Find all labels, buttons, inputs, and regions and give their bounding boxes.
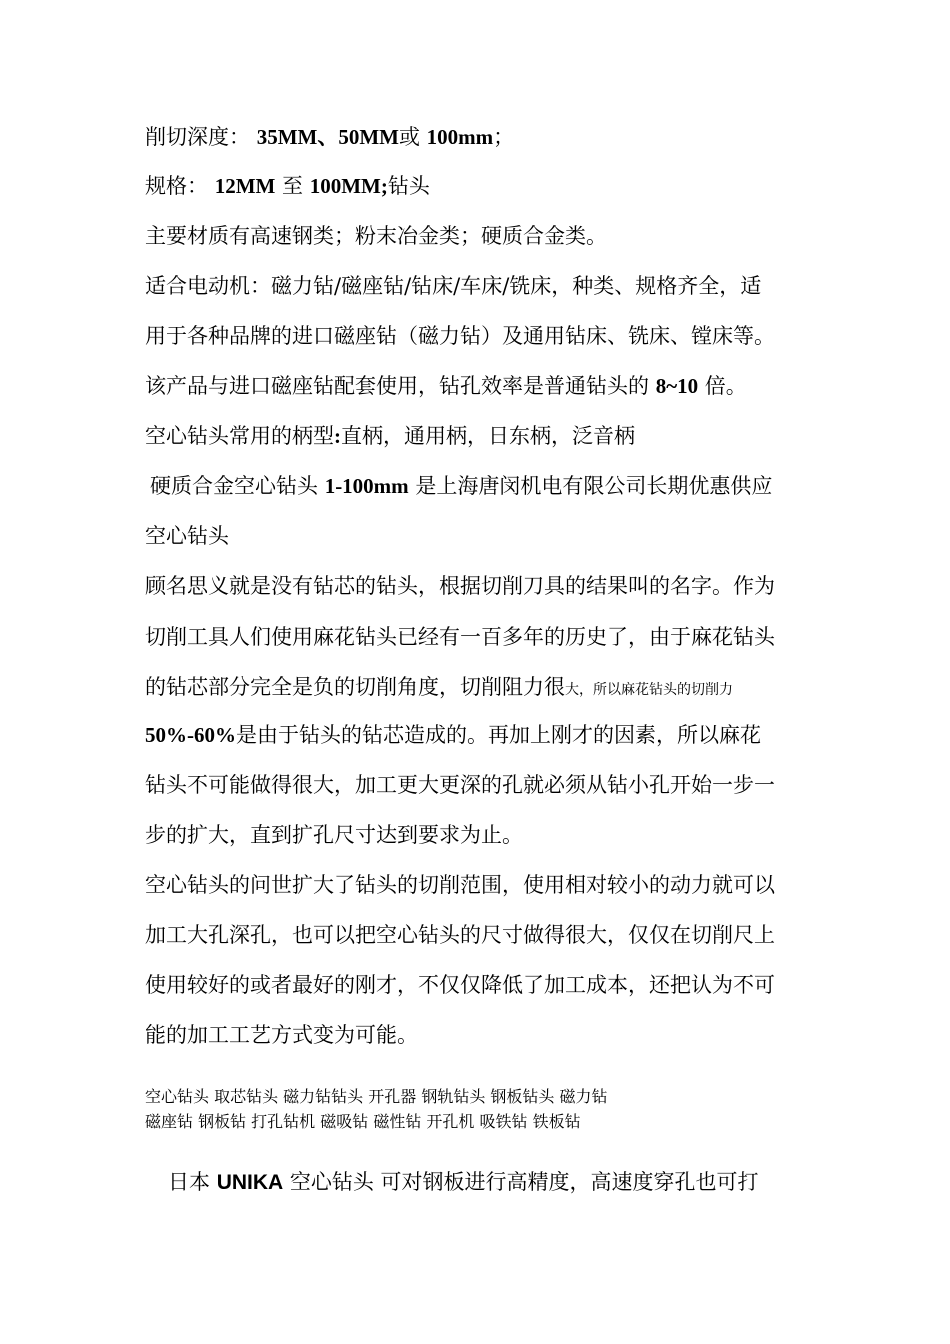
body-line: 步的扩大，直到扩孔尺寸达到要求为止。	[145, 823, 523, 847]
body-line: 使用较好的或者最好的刚才，不仅仅降低了加工成本，还把认为不可	[145, 973, 775, 997]
text-bold: 50%-60%	[145, 723, 236, 747]
text: 倍。	[704, 374, 747, 398]
text: 日本	[168, 1170, 210, 1194]
text: 是由于钻头的钻芯造成的。再加上刚才的因素，所以麻花	[236, 723, 761, 747]
text: 是上海唐闵机电有限公司长期优惠供应	[415, 474, 773, 498]
body-line: 能的加工工艺方式变为可能。	[145, 1023, 418, 1047]
cutting-depth-line	[145, 127, 514, 148]
keyword-tags-row: 空心钻头 取芯钻头 磁力钻钻头 开孔器 钢轨钻头 钢板钻头 磁力钻	[145, 1087, 608, 1106]
keyword-tags-row: 磁座钻 钢板钻 打孔钻机 磁吸钻 磁性钻 开孔机 吸铁钻 铁板钻	[145, 1112, 581, 1131]
text-bold: UNIKA	[216, 1171, 284, 1194]
text-bold: 100mm	[426, 125, 494, 149]
motor-line: 适合电动机：磁力钻/磁座钻/钻床/车床/铣床，种类、规格齐全，适	[145, 274, 762, 298]
text: 或	[398, 125, 420, 149]
motor-line-2: 用于各种品牌的进口磁座钻（磁力钻）及通用钻床、铣床、镗床等。	[145, 324, 775, 348]
body-line	[145, 725, 761, 746]
text-bold: 1-100mm	[324, 474, 409, 498]
text-bold: 12MM	[214, 174, 276, 198]
text-bold: 35MM、50MM	[256, 125, 399, 149]
body-line: 空心钻头的问世扩大了钻头的切削范围，使用相对较小的动力就可以	[145, 873, 775, 897]
text: 钻头	[387, 174, 430, 198]
body-line: 钻头不可能做得很大，加工更大更深的孔就必须从钻小孔开始一步一	[145, 773, 775, 797]
text-small: 大，所以麻花钻头的切削力	[565, 682, 733, 698]
text: 直柄，通用柄，日东柄，泛音柄	[341, 424, 635, 448]
text: ；	[493, 125, 515, 149]
section-heading: 空心钻头	[145, 524, 229, 548]
text: 削切深度：	[145, 125, 250, 149]
text: 规格：	[145, 174, 208, 198]
text-bold: 8~10	[655, 374, 699, 398]
body-line: 顾名思义就是没有钻芯的钻头，根据切削刀具的结果叫的名字。作为	[145, 574, 775, 598]
text: 至	[282, 174, 304, 198]
unika-line	[168, 1172, 759, 1193]
text-bold: 100MM;	[309, 174, 388, 198]
text: 空心钻头 可对钢板进行高精度，高速度穿孔也可打	[289, 1170, 759, 1194]
text: 的钻芯部分完全是负的切削角度，切削阻力很	[145, 675, 565, 699]
supplier-line	[150, 476, 772, 497]
text: 该产品与进口磁座钻配套使用，钻孔效率是普通钻头的	[145, 374, 649, 398]
text: 空心钻头常用的柄型	[145, 424, 334, 448]
body-line	[145, 677, 733, 698]
text-bold: :	[334, 424, 341, 448]
shank-line	[145, 426, 635, 447]
spec-line	[145, 176, 430, 197]
body-line: 加工大孔深孔，也可以把空心钻头的尺寸做得很大，仅仅在切削尺上	[145, 923, 775, 947]
body-line: 切削工具人们使用麻花钻头已经有一百多年的历史了，由于麻花钻头	[145, 625, 775, 649]
material-line: 主要材质有高速钢类；粉末冶金类；硬质合金类。	[145, 224, 607, 248]
text: 硬质合金空心钻头	[150, 474, 318, 498]
efficiency-line	[145, 376, 747, 397]
